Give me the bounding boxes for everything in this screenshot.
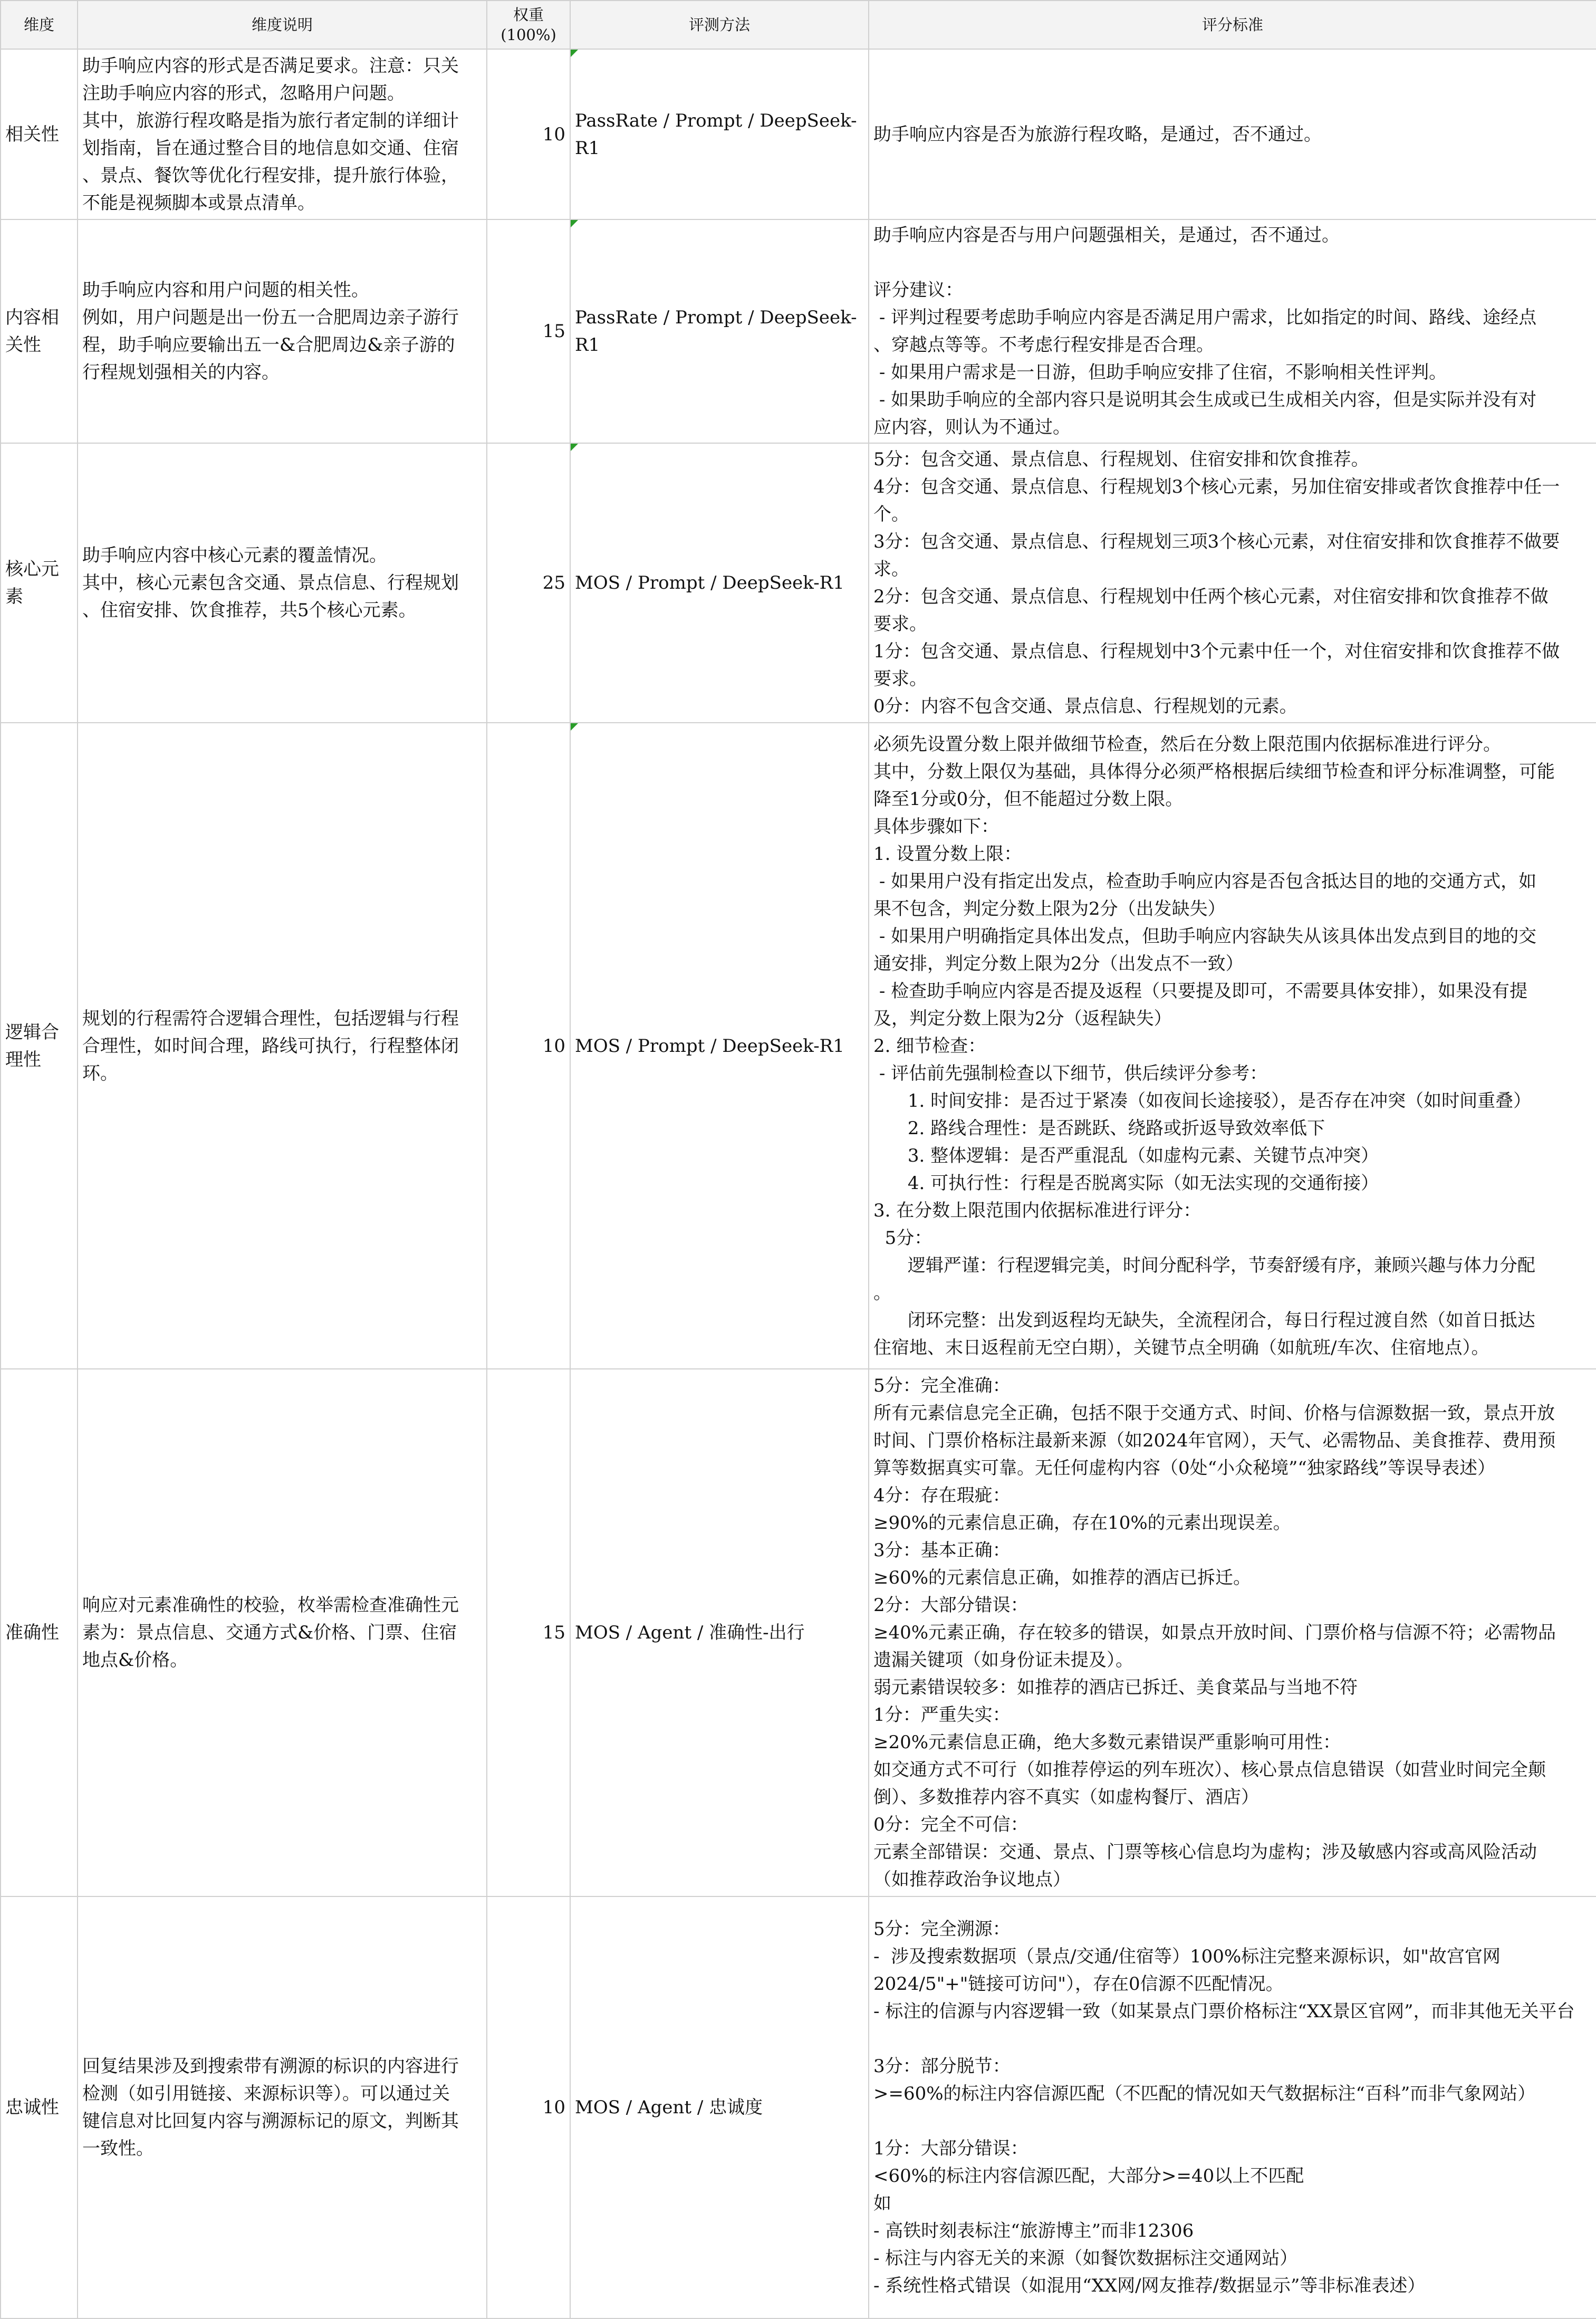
weight-cell: 15	[487, 219, 570, 443]
description-cell: 响应对元素准确性的校验，枚举需检查准确性元 素为：景点信息、交通方式&价格、门票、住宿 地点&价格。	[78, 1369, 487, 1896]
criteria-cell: 助手响应内容是否与用户问题强相关，是通过，否不通过。 评分建议： - 评判过程要考虑助手响应内容是否满足用户需求，比如指定的时间、路线、途经点 、穿越点等等。不考虑行程安排是否合理。 - 如果用户需求是一日游，但助手响应安排了住宿，不影响相关性评判。 - 如果助手响应的全部内容只是说明其会生成或已生成相关内容，但是实际并没有对 应内容，则认为不通过。	[869, 219, 1596, 443]
dimension-cell: 内容相 关性	[1, 219, 78, 443]
method-cell	[570, 1896, 869, 2318]
table-row	[1, 443, 1596, 723]
comment-flag-icon	[571, 444, 578, 451]
weight-cell: 10	[487, 723, 570, 1369]
description-cell: 助手响应内容的形式是否满足要求。注意：只关 注助手响应内容的形式，忽略用户问题。 其中，旅游行程攻略是指为旅行者定制的详细计 划指南，旨在通过整合目的地信息如交通、住宿 、景点、餐饮等优化行程安排，提升旅行体验， 不能是视频脚本或景点清单。	[78, 49, 487, 219]
comment-flag-icon	[571, 50, 578, 57]
method-cell	[570, 219, 869, 443]
weight-cell: 10	[487, 1896, 570, 2318]
comment-flag-icon	[571, 723, 578, 731]
table-row	[1, 219, 1596, 443]
dimension-cell: 逻辑合 理性	[1, 723, 78, 1369]
method-text: PassRate / Prompt / DeepSeek-R1	[575, 110, 857, 159]
header-dimension: 维度	[1, 1, 78, 49]
comment-flag-icon	[571, 220, 578, 227]
method-text: MOS / Prompt / DeepSeek-R1	[575, 572, 844, 593]
method-text: PassRate / Prompt / DeepSeek-R1	[575, 307, 857, 356]
method-cell	[570, 49, 869, 219]
table-row	[1, 49, 1596, 219]
method-text: MOS / Prompt / DeepSeek-R1	[575, 1035, 844, 1057]
description-cell: 规划的行程需符合逻辑合理性，包括逻辑与行程 合理性，如时间合理，路线可执行，行程整体闭 环。	[78, 723, 487, 1369]
weight-cell: 10	[487, 49, 570, 219]
header-description: 维度说明	[78, 1, 487, 49]
weight-cell: 15	[487, 1369, 570, 1896]
criteria-cell: 5分：完全准确： 所有元素信息完全正确，包括不限于交通方式、时间、价格与信源数据一致，景点开放 时间、门票价格标注最新来源（如2024年官网），天气、必需物品、美食推荐、费用预 算等数据真实可靠。无任何虚构内容（0处“小众秘境”“独家路线”等误导表述） 4分：存在瑕疵： ≥90%的元素信息正确，存在10%的元素出现误差。 3分：基本正确： ≥60%的元素信息正确，如推荐的酒店已拆迁。 2分：大部分错误： ≥40%元素正确，存在较多的错误，如景点开放时间、门票价格与信源不符；必需物品 遗漏关键项（如身份证未提及）。 弱元素错误较多：如推荐的酒店已拆迁、美食菜品与当地不符 1分：严重失实： ≥20%元素信息正确，绝大多数元素错误严重影响可用性： 如交通方式不可行（如推荐停运的列车班次）、核心景点信息错误（如营业时间完全颠 倒）、多数推荐内容不真实（如虚构餐厅、酒店） 0分：完全不可信： 元素全部错误：交通、景点、门票等核心信息均为虚构；涉及敏感内容或高风险活动 （如推荐政治争议地点）	[869, 1369, 1596, 1896]
method-cell	[570, 723, 869, 1369]
description-cell: 回复结果涉及到搜索带有溯源的标识的内容进行 检测（如引用链接、来源标识等）。可以通过关 键信息对比回复内容与溯源标记的原文，判断其 一致性。	[78, 1896, 487, 2318]
criteria-cell: 5分：完全溯源： - 涉及搜索数据项（景点/交通/住宿等）100%标注完整来源标识，如"故宫官网 2024/5"+"链接可访问"），存在0信源不匹配情况。 - 标注的信源与内容逻辑一致（如某景点门票价格标注“XX景区官网”，而非其他无关平台 3分：部分脱节： >=60%的标注内容信源匹配（不匹配的情况如天气数据标注“百科”而非气象网站） 1分：大部分错误： <60%的标注内容信源匹配，大部分>=40以上不匹配 如 - 高铁时刻表标注“旅游博主”而非12306 - 标注与内容无关的来源（如餐饮数据标注交通网站） - 系统性格式错误（如混用“XX网/网友推荐/数据显示”等非标准表述）	[869, 1896, 1596, 2318]
description-cell: 助手响应内容中核心元素的覆盖情况。 其中，核心元素包含交通、景点信息、行程规划 、住宿安排、饮食推荐，共5个核心元素。	[78, 443, 487, 723]
criteria-cell: 5分：包含交通、景点信息、行程规划、住宿安排和饮食推荐。 4分：包含交通、景点信息、行程规划3个核心元素，另加住宿安排或者饮食推荐中任一 个。 3分：包含交通、景点信息、行程规划三项3个核心元素，对住宿安排和饮食推荐不做要 求。 2分：包含交通、景点信息、行程规划中任两个核心元素，对住宿安排和饮食推荐不做 要求。 1分：包含交通、景点信息、行程规划中3个元素中任一个，对住宿安排和饮食推荐不做 要求。 0分：内容不包含交通、景点信息、行程规划的元素。	[869, 443, 1596, 723]
criteria-cell: 必须先设置分数上限并做细节检查，然后在分数上限范围内依据标准进行评分。 其中，分数上限仅为基础，具体得分必须严格根据后续细节检查和评分标准调整，可能 降至1分或0分，但不能超过分数上限。 具体步骤如下： 1. 设置分数上限： - 如果用户没有指定出发点，检查助手响应内容是否包含抵达目的地的交通方式，如 果不包含，判定分数上限为2分（出发缺失） - 如果用户明确指定具体出发点，但助手响应内容缺失从该具体出发点到目的地的交 通安排，判定分数上限为2分（出发点不一致） - 检查助手响应内容是否提及返程（只要提及即可，不需要具体安排），如果没有提 及，判定分数上限为2分（返程缺失） 2. 细节检查： - 评估前先强制检查以下细节，供后续评分参考： 1. 时间安排：是否过于紧凑（如夜间长途接驳），是否存在冲突（如时间重叠） 2. 路线合理性：是否跳跃、绕路或折返导致效率低下 3. 整体逻辑：是否严重混乱（如虚构元素、关键节点冲突） 4. 可执行性：行程是否脱离实际（如无法实现的交通衔接） 3. 在分数上限范围内依据标准进行评分： 5分： 逻辑严谨：行程逻辑完美，时间分配科学，节奏舒缓有序，兼顾兴趣与体力分配 。 闭环完整：出发到返程均无缺失，全流程闭合，每日行程过渡自然（如首日抵达 住宿地、末日返程前无空白期），关键节点全明确（如航班/车次、住宿地点）。	[869, 723, 1596, 1369]
table-row	[1, 723, 1596, 1369]
method-text: MOS / Agent / 忠诚度	[575, 2097, 763, 2118]
method-text: MOS / Agent / 准确性-出行	[575, 1622, 805, 1643]
header-weight: 权重 (100%)	[487, 1, 570, 49]
criteria-cell: 助手响应内容是否为旅游行程攻略，是通过，否不通过。	[869, 49, 1596, 219]
description-cell: 助手响应内容和用户问题的相关性。 例如，用户问题是出一份五一合肥周边亲子游行 程，助手响应要输出五一&合肥周边&亲子游的 行程规划强相关的内容。	[78, 219, 487, 443]
dimension-cell: 核心元 素	[1, 443, 78, 723]
weight-cell: 25	[487, 443, 570, 723]
header-criteria: 评分标准	[869, 1, 1596, 49]
table-row	[1, 1896, 1596, 2318]
header-row	[1, 1, 1596, 49]
dimension-cell: 相关性	[1, 49, 78, 219]
method-cell	[570, 443, 869, 723]
method-cell	[570, 1369, 869, 1896]
dimension-cell: 忠诚性	[1, 1896, 78, 2318]
header-method: 评测方法	[570, 1, 869, 49]
table-row	[1, 1369, 1596, 1896]
dimension-cell: 准确性	[1, 1369, 78, 1896]
